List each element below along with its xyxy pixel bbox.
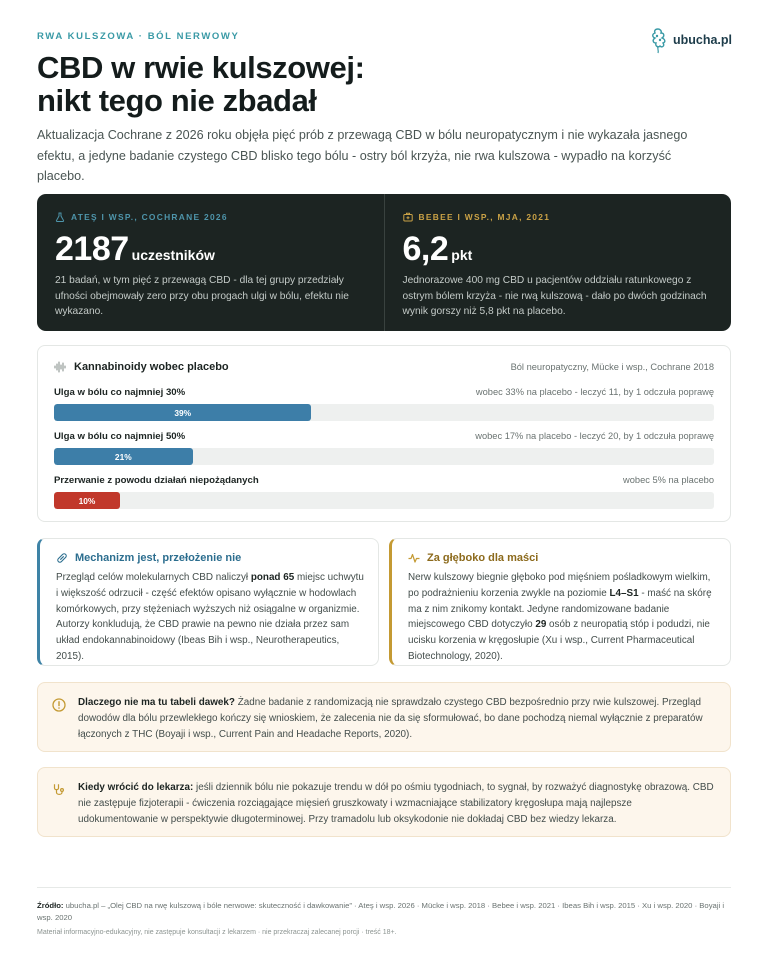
page-title-line-2: nikt tego nie zbadał xyxy=(37,83,317,118)
see-doctor-note xyxy=(37,767,731,837)
bar-dropout xyxy=(54,492,120,509)
bar-value-label: 10% xyxy=(78,495,96,506)
bar-track xyxy=(54,492,714,509)
bar-value-label: 21% xyxy=(114,451,132,462)
depth-card-title: Za głęboko dla maści xyxy=(408,552,716,564)
bar-annotation: wobec 5% na placebo xyxy=(623,475,714,485)
placebo-comparison-chart xyxy=(37,345,731,522)
mechanism-card-text: Przegląd celów molekularnych CBD naliczył ponad 65 miejsc uchwytu i większość odrzucił - część efektów opisano wyłącznie w hodowlach komórkowych, przy stężeniach wyższych niż osiągalne w organizmie. Autorzy konkludują, że CBD prawie na pewno nie działa przez sam układ endokannabinoidowy (Ibeas Bih i wsp., Neurotherapeutics, 2015). xyxy=(56,572,364,662)
chart-title: Kannabinoidy wobec placebo xyxy=(54,361,229,373)
pill-icon xyxy=(56,552,68,564)
bar-label: Ulga w bólu co najmniej 50% xyxy=(54,431,186,442)
stat-cochrane-value xyxy=(55,230,366,269)
stat-bebee xyxy=(384,194,732,331)
dosage-table-note xyxy=(37,682,731,752)
stat-bebee-text: Jednorazowe 400 mg CBD u pacjentów oddziału ratunkowego z ostrym bólem krzyża - nie rwą kulszową - dało po dwóch godzinach wynik gorszy niż 5,8 pkt na placebo. xyxy=(402,275,707,317)
stat-cochrane xyxy=(37,194,384,331)
mechanism-card xyxy=(37,538,379,666)
see-doctor-note-text: Kiedy wrócić do lekarza: jeśli dziennik bólu nie pokazuje trendu w dół po ośmiu tygodniach, to sygnał, by rozważyć diagnostykę obrazową. CBD nie zastępuje fizjoterapii - ćwiczenia rozciągające mięsień gruszkowaty i wzmacniające stabilizatory kręgosłupa mają najlepsze udokumentowanie w perspektywie długoterminowej. Przy tramadolu lub oksykodonie nie dokładaj CBD bez wiedzy lekarza. xyxy=(78,782,714,825)
chart-row xyxy=(54,475,714,509)
depth-card-text: Nerw kulszowy biegnie głęboko pod mięśniem pośladkowym wielkim, po podrażnieniu korzenia zwykle na poziomie L4–S1 - maść na skórę ma z nim znikomy kontakt. Jedyne randomizowane badanie miejscowego CBD dotyczyło 29 osób z neuropatią stóp i podudzi, nie ucisku korzenia w kręgosłupie (Xu i wsp., Current Pharmaceutical Biotechnology, 2020). xyxy=(408,572,712,662)
alert-circle-icon xyxy=(52,698,66,712)
audio-wave-icon xyxy=(54,361,67,373)
chart-row xyxy=(54,431,714,465)
stat-cochrane-unit: uczestników xyxy=(131,247,215,263)
page-title-line-1: CBD w rwie kulszowej: xyxy=(37,50,365,85)
kombucha-logo-icon xyxy=(648,26,668,54)
disclaimer: Materiał informacyjno-edukacyjny, nie zastępuje konsultacji z lekarzem · nie przekraczaj zalecanej porcji · treść 18+. xyxy=(37,929,397,936)
pulse-icon xyxy=(408,552,420,564)
bar-annotation: wobec 33% na placebo - leczyć 11, by 1 odczuła poprawę xyxy=(475,387,714,397)
footer-divider xyxy=(37,887,731,888)
bar-label: Ulga w bólu co najmniej 30% xyxy=(54,387,186,398)
chart-header xyxy=(54,361,714,373)
mechanism-card-title: Mechanizm jest, przełożenie nie xyxy=(56,552,364,564)
chart-source-note: Ból neuropatyczny, Mücke i wsp., Cochrane 2018 xyxy=(510,362,714,372)
stat-bebee-label: BEBEE I WSP., MJA, 2021 xyxy=(403,212,714,222)
stat-bebee-unit: pkt xyxy=(451,247,473,263)
eyebrow-category: RWA KULSZOWA · BÓL NERWOWY xyxy=(37,31,240,42)
first-aid-kit-icon xyxy=(403,212,413,222)
stethoscope-icon xyxy=(52,783,66,797)
stat-bebee-number: 6,2 xyxy=(402,230,449,268)
stat-cochrane-number: 2187 xyxy=(55,230,129,268)
depth-card xyxy=(389,538,731,666)
bar-track xyxy=(54,404,714,421)
lead-paragraph: Aktualizacja Cochrane z 2026 roku objęła pięć prób z przewagą CBD w bólu neuropatycznym i nie wykazała jasnego efektu, a jedyne badanie czystego CBD blisko tego bólu - ostry ból krzyża, nie rwa kulszowa - wypadło na korzyść placebo. xyxy=(37,128,688,183)
bar-value-label: 39% xyxy=(174,407,192,418)
dosage-table-note-text: Dlaczego nie ma tu tabeli dawek? Żadne badanie z randomizacją nie sprawdzało czystego CBD bezpośrednio przy rwie kulszowej. Przegląd dowodów dla bólu przewlekłego kończy się wnioskiem, że zalecenia nie da się sformułować, bo dane pochodzą niemal wyłącznie z preparatów łączonych z THC (Boyaji i wsp., Current Pain and Headache Reports, 2020). xyxy=(78,697,703,740)
brand[interactable] xyxy=(648,26,732,54)
stat-bebee-value xyxy=(403,230,714,269)
flask-icon xyxy=(55,212,65,222)
stat-cochrane-label: ATEŞ I WSP., COCHRANE 2026 xyxy=(55,212,366,222)
bar-track xyxy=(54,448,714,465)
key-stats-panel xyxy=(37,194,731,331)
page-title xyxy=(37,51,637,117)
bar-relief-30 xyxy=(54,404,311,421)
bar-annotation: wobec 17% na placebo - leczyć 20, by 1 odczuła poprawę xyxy=(475,431,714,441)
source-line: Źródło: ubucha.pl – „Olej CBD na rwę kulszową i bóle nerwowe: skuteczność i dawkowanie” · Ateş i wsp. 2026 · Mücke i wsp. 2018 · Bebee i wsp. 2021 · Ibeas Bih i wsp. 2015 · Xu i wsp. 2020 · Boyaji i wsp. 2020 xyxy=(37,901,725,922)
chart-row xyxy=(54,387,714,421)
brand-name: ubucha.pl xyxy=(672,33,732,47)
bar-relief-50 xyxy=(54,448,193,465)
bar-label: Przerwanie z powodu działań niepożądanych xyxy=(54,475,259,486)
stat-cochrane-text: 21 badań, w tym pięć z przewagą CBD - dla tej grupy przedziały ufności obejmowały zero przy obu progach ulgi w bólu, efektu nie wykazano. xyxy=(55,275,349,317)
